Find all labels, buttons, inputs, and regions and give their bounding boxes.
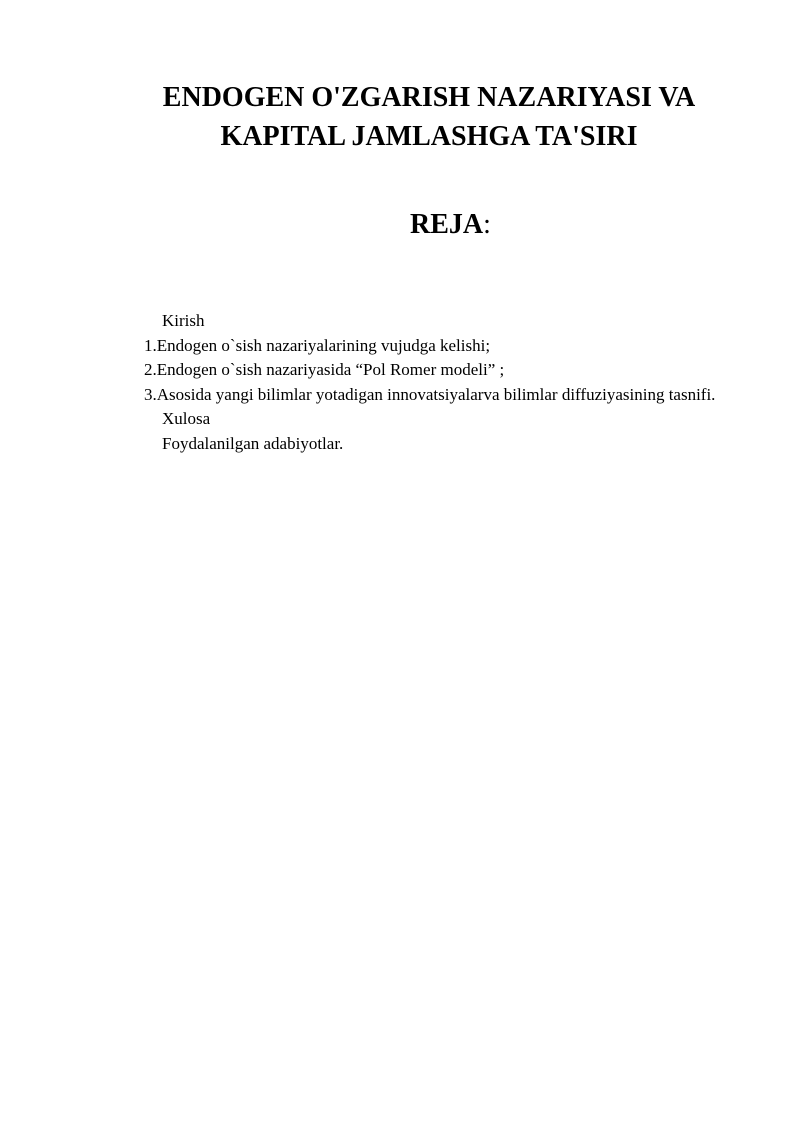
plan-list xyxy=(114,309,742,457)
plan-heading-text: REJA xyxy=(410,209,484,240)
plan-item-1: 1.Endogen o`sish nazariyalarining vujudga kelishi; xyxy=(144,335,491,355)
plan-item-conclusion: Xulosa xyxy=(162,409,211,429)
plan-heading xyxy=(410,207,491,243)
plan-item-introduction: Kirish xyxy=(162,311,205,330)
document-title: ENDOGEN O'ZGARISH NAZARIYASI VA KAPITAL JAMLASHGA TA'SIRI xyxy=(162,82,696,152)
plan-item-2: 2.Endogen o`sish nazariyasida “Pol Romer modeli” ; xyxy=(144,360,505,380)
plan-item-references: Foydalanilgan adabiyotlar. xyxy=(162,433,344,453)
plan-heading-colon: : xyxy=(483,209,491,240)
plan-item-3: 3.Asosida yangi bilimlar yotadigan innovatsiyalarva bilimlar diffuziyasining tasnifi. xyxy=(144,384,716,404)
